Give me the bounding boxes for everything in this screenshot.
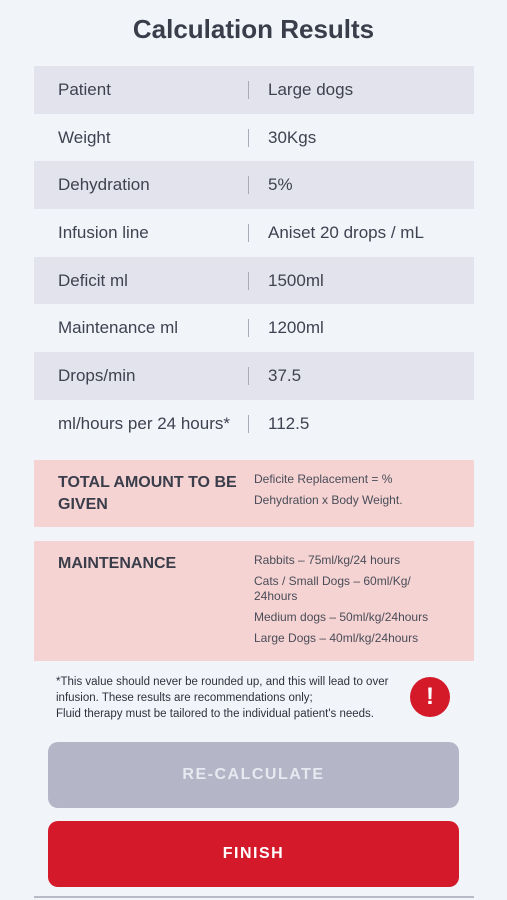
rate-line: Large Dogs – 40ml/kg/24hours [254,631,419,645]
row-value: Aniset 20 drops / mL [268,222,424,242]
result-row-dehydration [34,161,474,209]
note-line: Fluid therapy must be tailored to the individual patient's needs. [56,708,374,720]
disclaimer-note [56,674,401,722]
row-value: 30Kgs [268,127,317,147]
row-value: 1200ml [268,318,324,338]
row-label: Dehydration [58,175,150,195]
row-label: ml/hours per 24 hours* [58,413,230,433]
maintenance-box [34,541,474,661]
row-value: Large dogs [268,79,354,99]
row-label: Patient [58,79,111,99]
result-row-weight [34,114,474,162]
result-row-ml-per-hour [34,400,474,448]
row-label: Infusion line [58,222,149,242]
recalculate-button[interactable]: RE-CALCULATE [48,742,459,808]
description-line: Deficite Replacement = % [254,472,393,486]
total-amount-description [254,460,403,527]
maintenance-heading: MAINTENANCE [58,555,177,572]
row-value: 112.5 [268,413,310,433]
maintenance-rates [254,541,444,661]
result-row-patient [34,66,474,114]
note-line: *This value should never be rounded up, and this will lead to over infusion. These results are recommendations only; [56,676,389,704]
row-value: 1500ml [268,270,324,290]
result-row-deficit [34,257,474,305]
total-amount-heading: TOTAL AMOUNT TO BE GIVEN [58,474,237,513]
total-amount-box [34,460,474,527]
row-label: Weight [58,127,111,147]
rate-line: Rabbits – 75ml/kg/24 hours [254,553,401,567]
description-line: Dehydration x Body Weight. [254,493,403,507]
exclamation-icon: ! [410,677,450,717]
row-label: Drops/min [58,365,136,385]
finish-button[interactable]: FINISH [48,821,459,887]
result-row-infusion-line [34,209,474,257]
rate-line: Medium dogs – 50ml/kg/24hours [254,610,429,624]
divider [34,896,474,898]
row-value: 37.5 [268,365,302,385]
row-value: 5% [268,175,293,195]
rate-line: Cats / Small Dogs – 60ml/Kg/ 24hours [254,574,411,603]
result-row-maintenance [34,304,474,352]
page-title: Calculation Results [132,14,375,44]
row-label: Deficit ml [58,270,128,290]
result-row-drops-per-min [34,352,474,400]
row-label: Maintenance ml [58,318,179,338]
results-table [34,66,474,448]
